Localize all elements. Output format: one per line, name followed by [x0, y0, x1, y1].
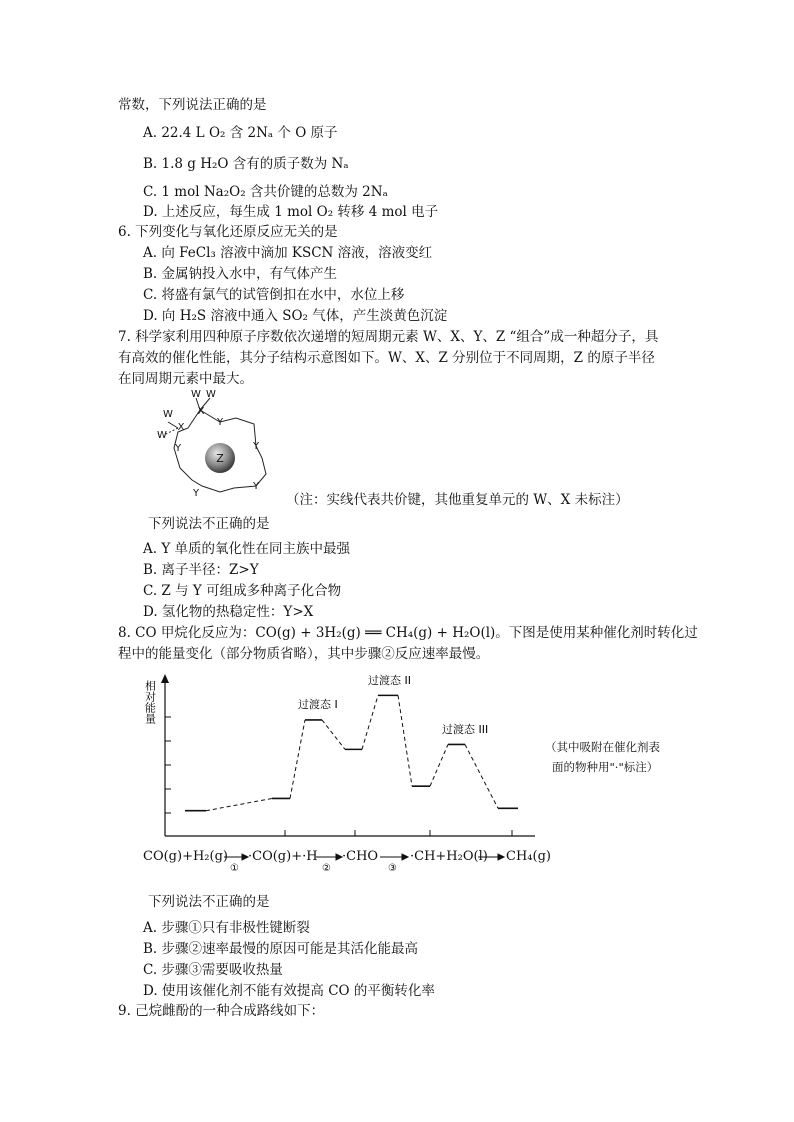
- q7-stem-line-1: 7. 科学家利用四种原子序数依次递增的短周期元素 W、X、Y、Z “组合”成一种超分子，具: [118, 329, 659, 345]
- species-5: CH₄(g): [506, 849, 551, 864]
- ts-label-2: 过渡态 II: [368, 674, 411, 687]
- q7-sub-stem: 下列说法不正确的是: [148, 516, 270, 532]
- q6-option-a: A. 向 FeCl₃ 溶液中滴加 KSCN 溶液，溶液变红: [143, 245, 433, 261]
- q7-stem-line-2: 有高效的催化性能，其分子结构示意图如下。W、X、Z 分别位于不同周期，Z 的原子半径: [118, 350, 655, 366]
- q7-option-a: A. Y 单质的氧化性在同主族中最强: [143, 541, 351, 557]
- q7-option-c: C. Z 与 Y 可组成多种离子化合物: [143, 583, 342, 599]
- atom-w: W: [163, 409, 173, 420]
- species-2: ·CO(g)+·H: [248, 849, 318, 864]
- ts-label-3: 过渡态 III: [442, 723, 489, 736]
- q7-option-b: B. 离子半径：Z>Y: [143, 562, 259, 578]
- q5-option-d: D. 上述反应，每生成 1 mol O₂ 转移 4 mol 电子: [143, 204, 439, 220]
- chart-side-note-1: （其中吸附在催化剂表: [545, 740, 660, 754]
- atom-z: Z: [216, 452, 224, 465]
- atom-y: Y: [174, 443, 182, 454]
- step-label-1: ①: [230, 863, 239, 874]
- atom-y: Y: [252, 441, 260, 452]
- q8-option-a: A. 步骤①只有非极性键断裂: [143, 920, 310, 936]
- step-label-3: ③: [388, 863, 397, 874]
- atom-y: Y: [252, 481, 260, 492]
- q6-option-d: D. 向 H₂S 溶液中通入 SO₂ 气体，产生淡黄色沉淀: [143, 308, 448, 324]
- q7-option-d: D. 氢化物的热稳定性：Y>X: [143, 604, 314, 620]
- q7-stem-line-3: 在同周期元素中最大。: [118, 371, 253, 387]
- q8-option-c: C. 步骤③需要吸收热量: [143, 962, 283, 978]
- q9-stem: 9. 己烷雌酚的一种合成路线如下：: [118, 1003, 325, 1019]
- ts-label-1: 过渡态 I: [298, 698, 338, 711]
- atom-w: W: [157, 430, 167, 441]
- question-intro: 常数，下列说法正确的是: [118, 97, 267, 113]
- atom-x: X: [197, 406, 205, 417]
- step-label-2: ②: [322, 863, 331, 874]
- atom-w: W: [206, 389, 216, 400]
- q8-stem-line-2: 程中的能量变化（部分物质省略），其中步骤②反应速率最慢。: [118, 646, 490, 662]
- atom-w: W: [191, 389, 201, 400]
- y-axis-label: 相对能量: [143, 680, 157, 724]
- q8-stem-line-1: 8. CO 甲烷化反应为：CO(g) + 3H₂(g) ══ CH₄(g) + H₂O(l)。下图是使用某种催化剂时转化过: [118, 625, 698, 641]
- q8-sub-stem: 下列说法不正确的是: [148, 894, 270, 910]
- q8-option-d: D. 使用该催化剂不能有效提高 CO 的平衡转化率: [143, 983, 435, 999]
- q6-stem: 6. 下列变化与氧化还原反应无关的是: [118, 224, 338, 240]
- q8-option-b: B. 步骤②速率最慢的原因可能是其活化能最高: [143, 941, 419, 957]
- q5-option-b: B. 1.8 g H₂O 含有的质子数为 Nₐ: [143, 156, 349, 172]
- species-3: ·CHO: [342, 849, 379, 864]
- atom-y: Y: [192, 488, 200, 499]
- atom-y: Y: [216, 417, 224, 428]
- species-1: CO(g)+H₂(g): [143, 849, 228, 864]
- atom-x: X: [177, 422, 185, 433]
- q5-option-c: C. 1 mol Na₂O₂ 含共价键的总数为 2Nₐ: [143, 184, 388, 200]
- q6-option-b: B. 金属钠投入水中，有气体产生: [143, 266, 338, 282]
- q7-figure-note: （注：实线代表共价键，其他重复单元的 W、X 未标注）: [286, 492, 629, 508]
- species-4: ·CH+H₂O(l): [410, 849, 488, 864]
- chart-side-note-2: 面的物种用"·"标注）: [552, 760, 659, 774]
- q5-option-a: A. 22.4 L O₂ 含 2Nₐ 个 O 原子: [143, 125, 338, 141]
- q6-option-c: C. 将盛有氯气的试管倒扣在水中，水位上移: [143, 287, 405, 303]
